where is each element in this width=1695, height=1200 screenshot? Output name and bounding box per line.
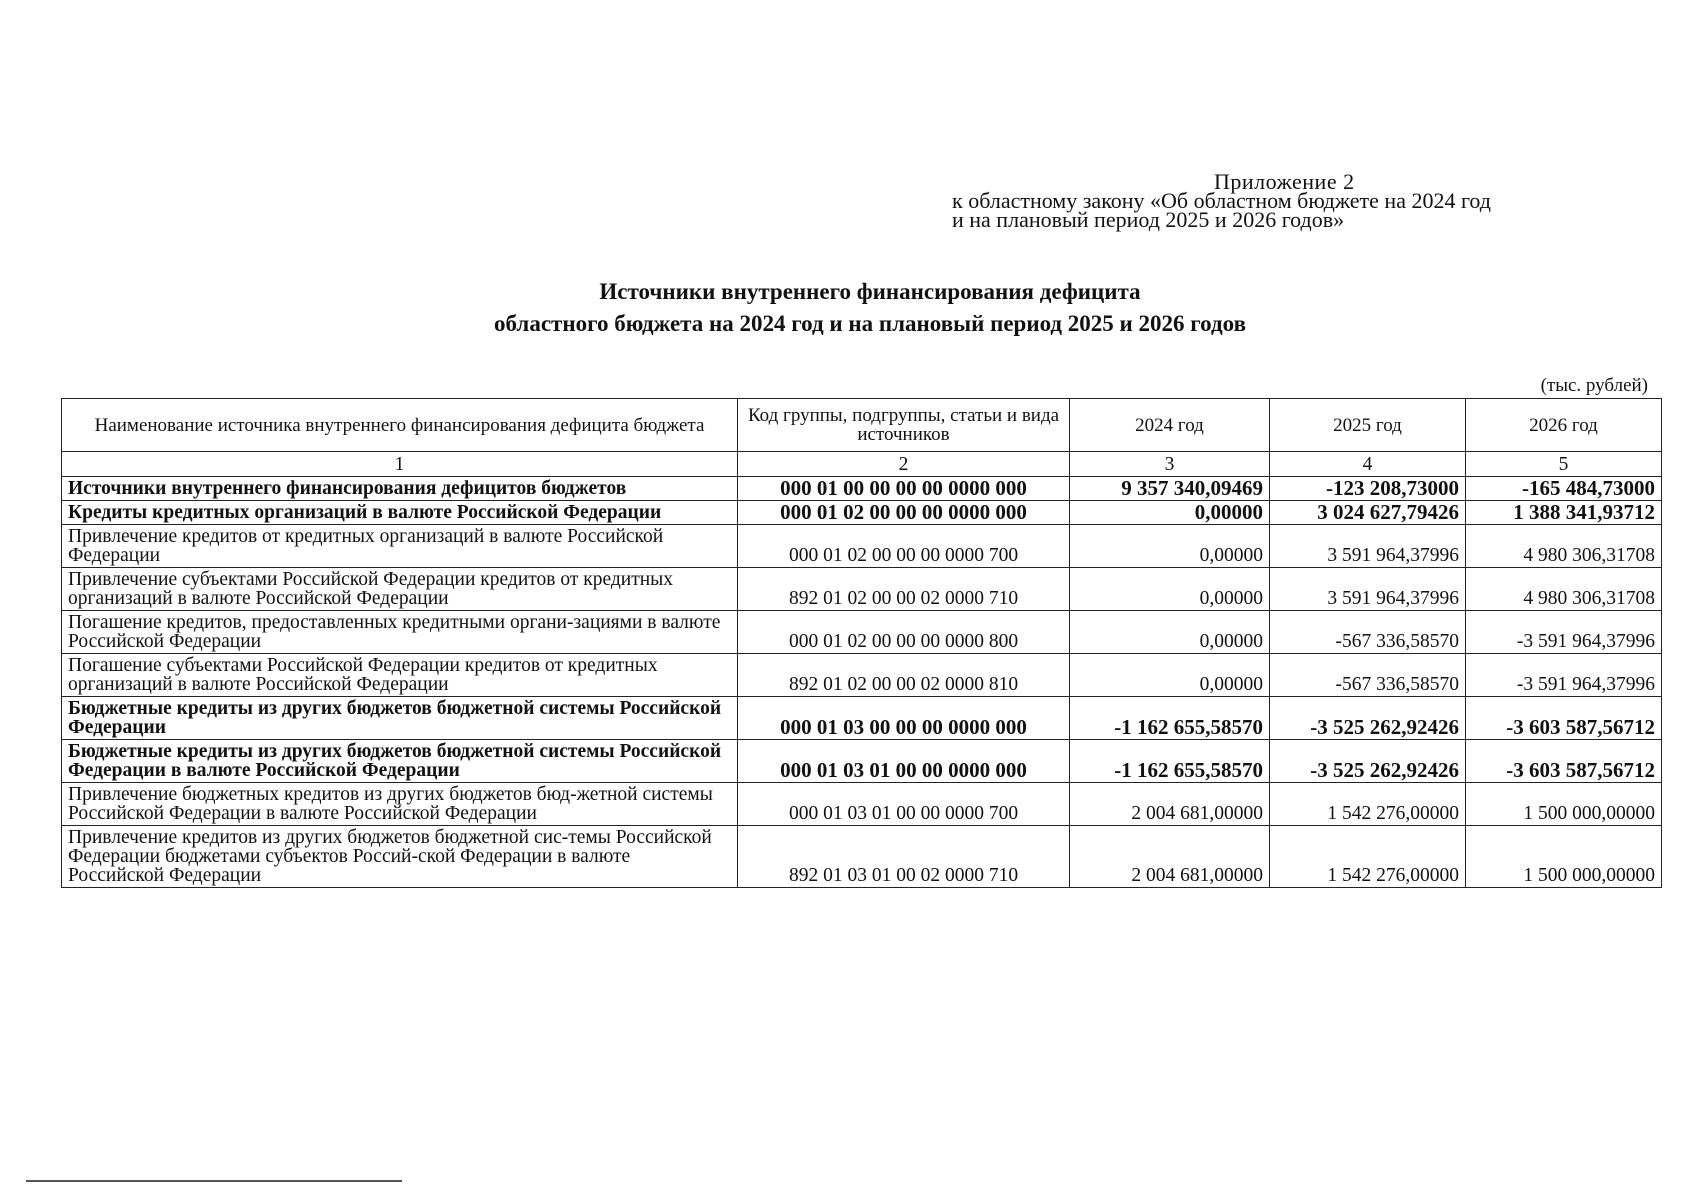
table-row (62, 697, 1662, 740)
row-value-2025: -567 336,58570 (1270, 654, 1466, 697)
header-2024: 2024 год (1070, 399, 1270, 452)
row-value-2026: -3 603 587,56712 (1466, 740, 1662, 783)
row-value-2024: 0,00000 (1070, 525, 1270, 568)
row-value-2024: 0,00000 (1070, 611, 1270, 654)
row-value-2024: -1 162 655,58570 (1070, 697, 1270, 740)
table-row (62, 525, 1662, 568)
header-name: Наименование источника внутреннего финансирования дефицита бюджета (62, 399, 738, 452)
row-name-cell: Кредиты кредитных организаций в валюте Российской Федерации (62, 501, 738, 525)
table-header-row (62, 399, 1662, 452)
row-value-2025: -3 525 262,92426 (1270, 697, 1466, 740)
row-value-2024: 2 004 681,00000 (1070, 826, 1270, 888)
column-number: 5 (1466, 452, 1662, 477)
row-code-cell: 892 01 03 01 00 02 0000 710 (738, 826, 1070, 888)
appendix-law-period: и на плановый период 2025 и 2026 годов» (952, 207, 1345, 232)
row-name-cell: Погашение кредитов, предоставленных кредитными органи-зациями в валюте Российской Федерации (62, 611, 738, 654)
row-value-2024: 0,00000 (1070, 654, 1270, 697)
row-value-2026: -165 484,73000 (1466, 477, 1662, 501)
header-code: Код группы, подгруппы, статьи и вида источников (738, 399, 1070, 452)
row-value-2024: -1 162 655,58570 (1070, 740, 1270, 783)
row-name-cell: Погашение субъектами Российской Федерации кредитов от кредитных организаций в валюте Российской Федерации (62, 654, 738, 697)
row-value-2025: -567 336,58570 (1270, 611, 1466, 654)
table-row (62, 611, 1662, 654)
row-value-2026: -3 591 964,37996 (1466, 611, 1662, 654)
table-row (62, 654, 1662, 697)
row-name-cell: Бюджетные кредиты из других бюджетов бюджетной системы Российской Федерации в валюте Российской Федерации (62, 740, 738, 783)
column-number: 1 (62, 452, 738, 477)
units-label: (тыс. рублей) (1540, 375, 1648, 396)
financing-sources-table (61, 398, 1662, 888)
row-code-cell: 000 01 02 00 00 00 0000 000 (738, 501, 1070, 525)
row-value-2025: -3 525 262,92426 (1270, 740, 1466, 783)
row-value-2024: 9 357 340,09469 (1070, 477, 1270, 501)
column-number: 2 (738, 452, 1070, 477)
row-value-2026: 1 500 000,00000 (1466, 783, 1662, 826)
table-row (62, 740, 1662, 783)
row-value-2025: 1 542 276,00000 (1270, 826, 1466, 888)
table-row (62, 477, 1662, 501)
row-value-2025: 1 542 276,00000 (1270, 783, 1466, 826)
row-code-cell: 000 01 02 00 00 00 0000 700 (738, 525, 1070, 568)
row-value-2024: 2 004 681,00000 (1070, 783, 1270, 826)
row-value-2026: -3 603 587,56712 (1466, 697, 1662, 740)
row-value-2025: -123 208,73000 (1270, 477, 1466, 501)
column-number: 4 (1270, 452, 1466, 477)
row-value-2026: 4 980 306,31708 (1466, 568, 1662, 611)
bottom-divider (26, 1180, 402, 1182)
row-name-cell: Источники внутреннего финансирования дефицитов бюджетов (62, 477, 738, 501)
row-name-cell: Бюджетные кредиты из других бюджетов бюджетной системы Российской Федерации (62, 697, 738, 740)
row-value-2026: 1 500 000,00000 (1466, 826, 1662, 888)
row-name-cell: Привлечение кредитов от кредитных организаций в валюте Российской Федерации (62, 525, 738, 568)
column-number-row (62, 452, 1662, 477)
table-row (62, 568, 1662, 611)
row-value-2025: 3 591 964,37996 (1270, 525, 1466, 568)
row-value-2025: 3 024 627,79426 (1270, 501, 1466, 525)
row-name-cell: Привлечение бюджетных кредитов из других бюджетов бюд-жетной системы Российской Федерации в валюте Российской Федерации (62, 783, 738, 826)
row-value-2025: 3 591 964,37996 (1270, 568, 1466, 611)
row-code-cell: 892 01 02 00 00 02 0000 810 (738, 654, 1070, 697)
header-2026: 2026 год (1466, 399, 1662, 452)
column-number: 3 (1070, 452, 1270, 477)
row-code-cell: 000 01 00 00 00 00 0000 000 (738, 477, 1070, 501)
header-2025: 2025 год (1270, 399, 1466, 452)
row-name-cell: Привлечение кредитов из других бюджетов бюджетной сис-темы Российской Федерации бюджетами субъектов Россий-ской Федерации в валюте Российской Федерации (62, 826, 738, 888)
row-value-2026: -3 591 964,37996 (1466, 654, 1662, 697)
row-code-cell: 000 01 03 00 00 00 0000 000 (738, 697, 1070, 740)
title-line-1: Источники внутреннего финансирования дефицита (599, 279, 1141, 304)
appendix-number: Приложение 2 (1214, 169, 1355, 194)
table-row (62, 783, 1662, 826)
row-name-cell: Привлечение субъектами Российской Федерации кредитов от кредитных организаций в валюте Российской Федерации (62, 568, 738, 611)
title-line-2: областного бюджета на 2024 год и на плановый период 2025 и 2026 годов (493, 311, 1246, 336)
table-row (62, 826, 1662, 888)
row-value-2026: 4 980 306,31708 (1466, 525, 1662, 568)
row-code-cell: 000 01 03 01 00 00 0000 000 (738, 740, 1070, 783)
table-row (62, 501, 1662, 525)
row-value-2024: 0,00000 (1070, 501, 1270, 525)
row-value-2026: 1 388 341,93712 (1466, 501, 1662, 525)
document-title (300, 276, 1440, 340)
appendix-law-reference: к областному закону «Об областном бюджете на 2024 год (952, 188, 1491, 213)
row-code-cell: 892 01 02 00 00 02 0000 710 (738, 568, 1070, 611)
row-value-2024: 0,00000 (1070, 568, 1270, 611)
row-code-cell: 000 01 03 01 00 00 0000 700 (738, 783, 1070, 826)
row-code-cell: 000 01 02 00 00 00 0000 800 (738, 611, 1070, 654)
appendix-block (952, 169, 1491, 232)
